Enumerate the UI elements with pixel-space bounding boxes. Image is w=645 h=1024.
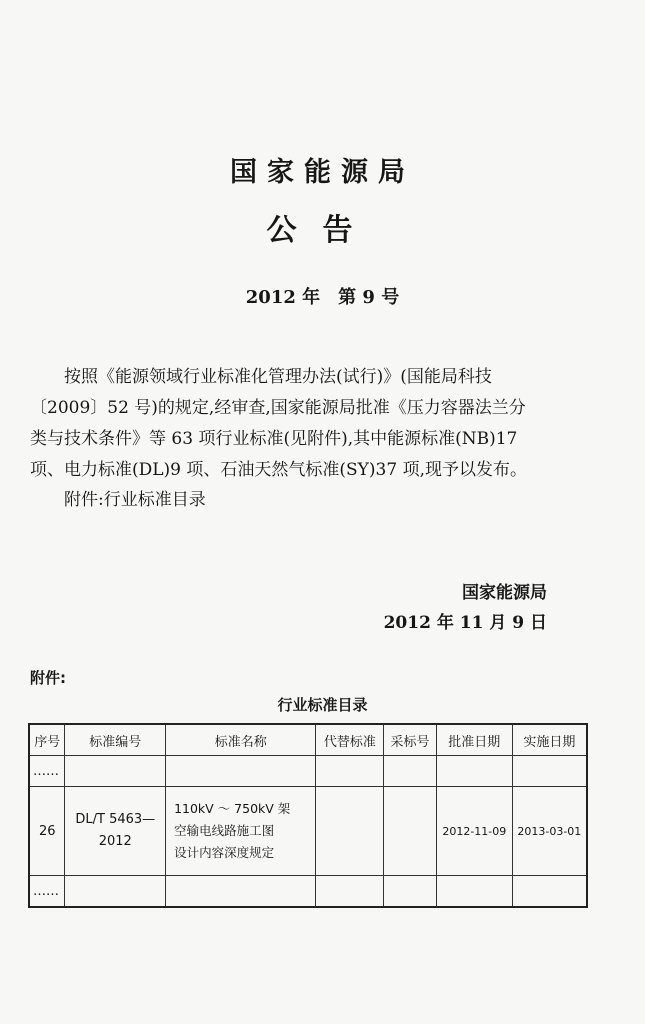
announcement-body: [30, 362, 590, 486]
body-line: 项、电力标准(DL)9 项、石油天然气标准(SY)37 项,现予以发布。: [30, 460, 527, 480]
cell-name: [166, 787, 316, 876]
body-line: 〔2009〕52 号)的规定,经审查,国家能源局批准《压力容器法兰分: [30, 398, 526, 418]
signature-date: 2012 年 11 月 9 日: [383, 613, 547, 633]
name-line: 设计内容深度规定: [174, 845, 275, 860]
col-header-approved: 批准日期: [436, 724, 512, 756]
table-title: 行业标准目录: [277, 696, 368, 714]
signature-org: 国家能源局: [462, 583, 547, 603]
agency-title: 国家能源局: [230, 157, 415, 188]
code-line: 2012: [98, 834, 132, 849]
table-row-ellipsis: [29, 756, 587, 787]
cell-seq: 26: [29, 787, 65, 876]
cell-effective: 2013-03-01: [512, 787, 587, 876]
col-header-replaces: 代替标准: [316, 724, 384, 756]
name-line: 空输电线路施工图: [174, 823, 275, 838]
table-header-row: [29, 724, 587, 756]
col-header-seq: 序号: [29, 724, 65, 756]
attachment-reference: 附件:行业标准目录: [64, 490, 206, 510]
col-header-effective: 实施日期: [512, 724, 587, 756]
cell-adopted: [384, 787, 437, 876]
col-header-name: 标准名称: [166, 724, 316, 756]
ellipsis-cell: ……: [29, 876, 65, 908]
col-header-adopted: 采标号: [384, 724, 437, 756]
col-header-code: 标准编号: [65, 724, 166, 756]
body-line: 按照《能源领域行业标准化管理办法(试行)》(国能局科技: [64, 367, 492, 387]
cell-approved: 2012-11-09: [436, 787, 512, 876]
code-line: DL/T 5463—: [75, 812, 156, 827]
cell-replaces: [316, 787, 384, 876]
cell-code: [65, 787, 166, 876]
body-line: 类与技术条件》等 63 项行业标准(见附件),其中能源标准(NB)17: [30, 429, 518, 449]
ellipsis-cell: ……: [29, 756, 65, 787]
notice-title: 公告: [266, 213, 379, 248]
table-row: [29, 787, 587, 876]
table-row-ellipsis: [29, 876, 587, 908]
attachment-label: 附件:: [30, 669, 66, 687]
standards-table: [28, 723, 588, 908]
issue-number: 2012 年 第 9 号: [245, 287, 400, 308]
name-line: 110kV ～ 750kV 架: [174, 801, 291, 816]
